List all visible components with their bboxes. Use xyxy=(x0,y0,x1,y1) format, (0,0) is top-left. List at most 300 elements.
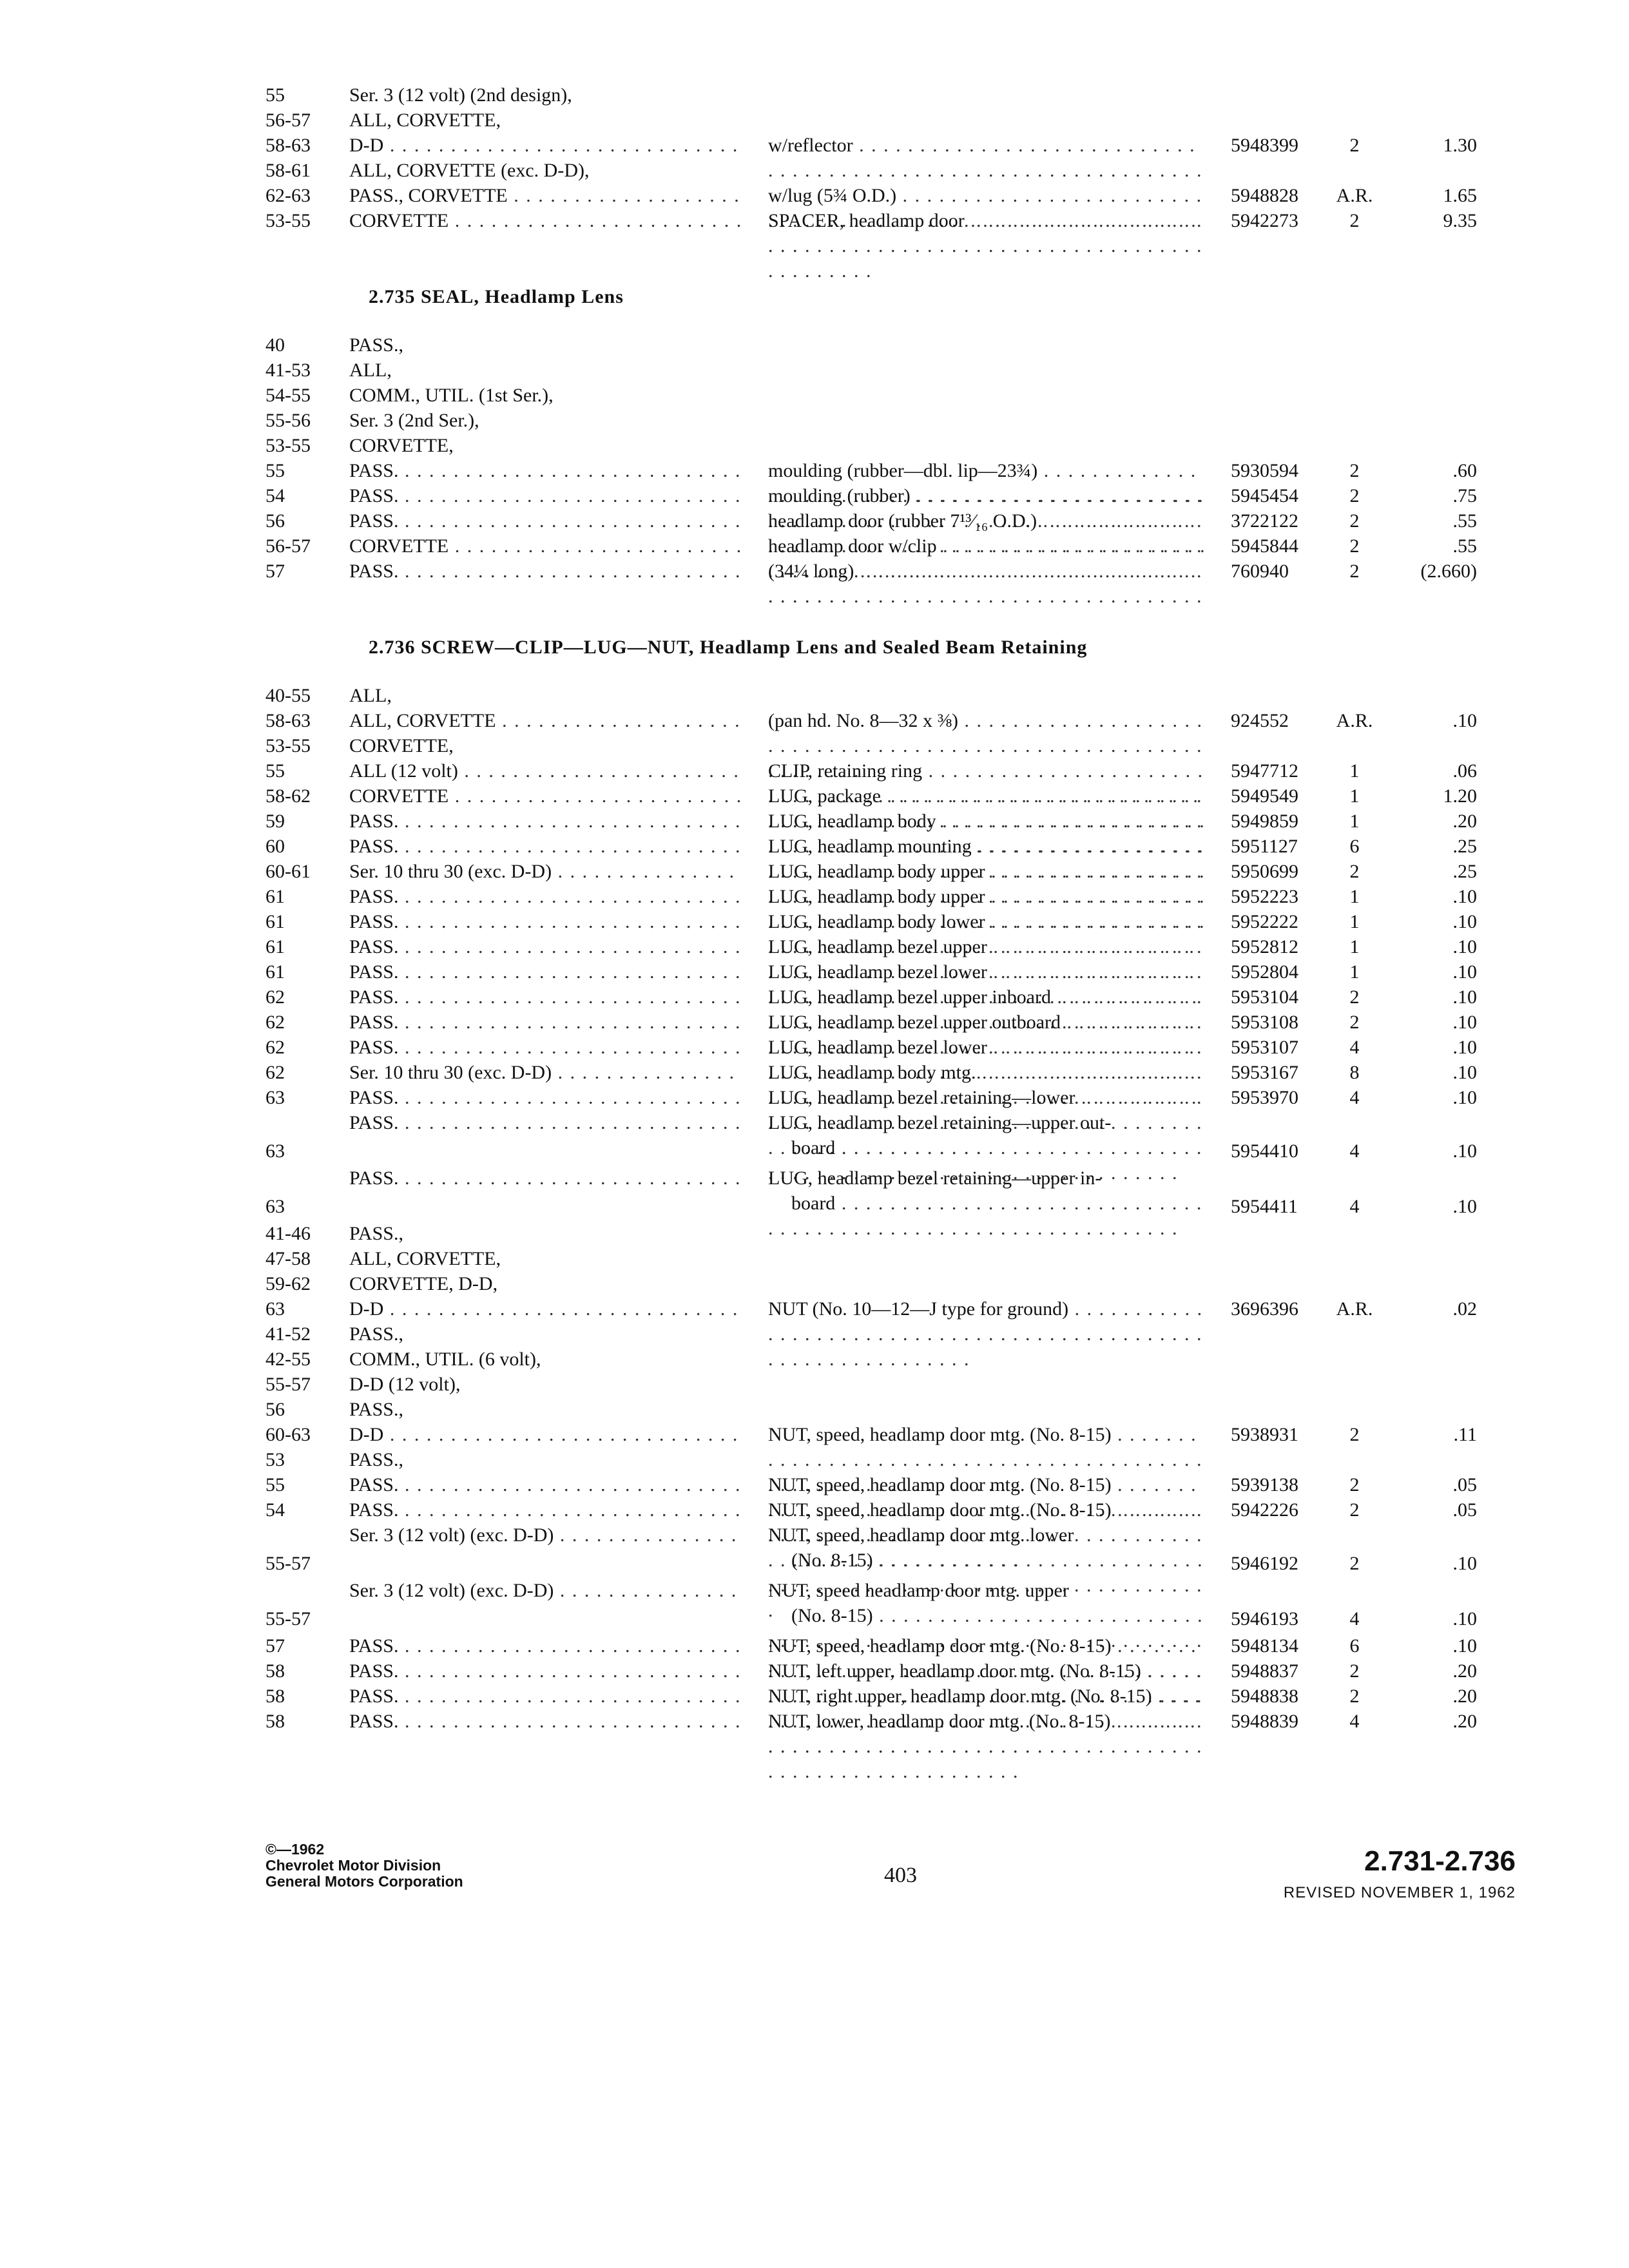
model-text: PASS. xyxy=(349,1087,399,1108)
year-cell: 53-55 xyxy=(265,735,311,756)
quantity-cell: 2 xyxy=(1349,1499,1360,1521)
part-number-cell: 924552 xyxy=(1231,710,1289,731)
model-text: Ser. 3 (12 volt) (exc. D-D) xyxy=(349,1580,554,1601)
description-text: NUT, speed headlamp door mtg. upper xyxy=(768,1580,1069,1601)
part-number-cell: 5953108 xyxy=(1231,1012,1298,1033)
year-cell: 40-55 xyxy=(265,685,311,706)
part-number-cell: 5948399 xyxy=(1231,135,1298,156)
table-row xyxy=(265,1472,1516,1497)
model-cell xyxy=(349,559,742,584)
description-text: LUG, headlamp bezel upper inboard xyxy=(768,986,1051,1008)
part-number-cell: 5945844 xyxy=(1231,535,1298,557)
table-row xyxy=(265,1684,1516,1709)
part-number-cell: 5952223 xyxy=(1231,886,1298,907)
description-text: NUT, right upper, headlamp door mtg. (No. 8-15) xyxy=(768,1686,1152,1707)
model-text: PASS. xyxy=(349,1499,399,1521)
corporation-name: General Motors Corporation xyxy=(265,1873,463,1890)
model-text: ALL, CORVETTE xyxy=(349,710,496,731)
description-text: LUG, headlamp bezel lower xyxy=(768,961,987,983)
model-text: Ser. 10 thru 30 (exc. D-D) xyxy=(349,861,552,882)
revised-date: REVISED NOVEMBER 1, 1962 xyxy=(1283,1884,1516,1901)
page-number: 403 xyxy=(884,1863,917,1887)
model-cell xyxy=(349,158,742,183)
model-text: D-D (12 volt), xyxy=(349,1374,461,1395)
year-cell: 42-55 xyxy=(265,1349,311,1370)
table-row xyxy=(265,82,1516,108)
part-number-cell: 5953104 xyxy=(1231,986,1298,1008)
price-cell: .20 xyxy=(1452,1660,1477,1682)
parts-table-2736 xyxy=(265,683,1516,1734)
year-cell: 55 xyxy=(265,84,285,106)
model-cell xyxy=(349,1523,742,1548)
description-text: LUG, headlamp body upper xyxy=(768,886,985,907)
description-cell xyxy=(768,559,1206,609)
table-row xyxy=(265,1010,1516,1035)
model-text: COMM., UTIL. (6 volt), xyxy=(349,1349,541,1370)
model-cell xyxy=(349,1296,742,1321)
year-cell: 61 xyxy=(265,911,285,932)
model-cell xyxy=(349,383,742,408)
year-cell: 62 xyxy=(265,1037,285,1058)
model-cell xyxy=(349,1321,742,1347)
model-cell xyxy=(349,82,742,108)
part-number-cell: 5930594 xyxy=(1231,460,1298,481)
description-text: LUG, headlamp body lower xyxy=(768,911,985,932)
table-row xyxy=(265,909,1516,934)
table-row xyxy=(265,934,1516,959)
description-cell xyxy=(768,1709,1206,1784)
model-text: PASS., xyxy=(349,1449,403,1470)
table-row xyxy=(265,1246,1516,1271)
price-cell: .25 xyxy=(1452,836,1477,857)
quantity-cell: A.R. xyxy=(1336,710,1373,731)
quantity-cell: 2 xyxy=(1349,210,1360,231)
model-text: PASS. xyxy=(349,936,399,957)
year-cell: 47-58 xyxy=(265,1248,311,1269)
model-cell xyxy=(349,1633,742,1658)
year-cell: 54-55 xyxy=(265,385,311,406)
part-number-cell: 5939138 xyxy=(1231,1474,1298,1495)
model-cell xyxy=(349,1060,742,1085)
division-name: Chevrolet Motor Division xyxy=(265,1857,441,1874)
table-row xyxy=(265,859,1516,884)
price-cell: 1.65 xyxy=(1443,185,1477,206)
model-cell xyxy=(349,108,742,133)
price-cell: 1.30 xyxy=(1443,135,1477,156)
model-text: COMM., UTIL. (1st Ser.), xyxy=(349,385,554,406)
year-cell: 61 xyxy=(265,886,285,907)
table-row xyxy=(265,1035,1516,1060)
part-number-cell: 5942226 xyxy=(1231,1499,1298,1521)
model-text: PASS. xyxy=(349,1660,399,1682)
description-text: NUT, lower, headlamp door mtg. (No. 8-15) xyxy=(768,1711,1111,1732)
quantity-cell: 4 xyxy=(1349,1608,1360,1629)
model-text: D-D xyxy=(349,1424,384,1445)
table-row xyxy=(265,834,1516,859)
year-cell: 53-55 xyxy=(265,210,311,231)
description-text: (34¼ long) xyxy=(768,561,854,582)
quantity-cell: 4 xyxy=(1349,1037,1360,1058)
model-text: PASS., CORVETTE xyxy=(349,185,508,206)
description-text: LUG, headlamp bezel retaining—lower xyxy=(768,1087,1075,1108)
table-row xyxy=(265,1060,1516,1085)
model-text: PASS. xyxy=(349,961,399,983)
year-cell: 59 xyxy=(265,811,285,832)
description-continuation: (No. 8-15) xyxy=(791,1550,873,1571)
model-text: PASS. xyxy=(349,460,399,481)
table-row xyxy=(265,1347,1516,1372)
copyright: ©—1962 xyxy=(265,1841,325,1858)
model-text: ALL (12 volt) xyxy=(349,760,458,782)
year-cell: 62 xyxy=(265,1062,285,1083)
price-cell: .10 xyxy=(1452,710,1477,731)
model-cell xyxy=(349,533,742,559)
quantity-cell: 2 xyxy=(1349,460,1360,481)
description-text: LUG, headlamp body upper xyxy=(768,861,985,882)
year-cell: 56-57 xyxy=(265,110,311,131)
price-cell: .10 xyxy=(1452,911,1477,932)
model-text: Ser. 3 (12 volt) (2nd design), xyxy=(349,84,572,106)
part-number-cell: 5953107 xyxy=(1231,1037,1298,1058)
model-cell xyxy=(349,708,742,733)
price-cell: .11 xyxy=(1453,1424,1477,1445)
model-text: CORVETTE, xyxy=(349,435,454,456)
price-cell: .10 xyxy=(1452,986,1477,1008)
part-number-cell: 5947712 xyxy=(1231,760,1298,782)
quantity-cell: 1 xyxy=(1349,760,1360,782)
year-cell: 55-56 xyxy=(265,410,311,431)
table-row xyxy=(265,985,1516,1010)
model-text: CORVETTE xyxy=(349,210,449,231)
table-row xyxy=(265,158,1516,183)
model-text: PASS. xyxy=(349,836,399,857)
quantity-cell: 2 xyxy=(1349,135,1360,156)
model-text: Ser. 10 thru 30 (exc. D-D) xyxy=(349,1062,552,1083)
table-row xyxy=(265,683,1516,708)
part-number-cell: 5946193 xyxy=(1231,1608,1298,1629)
year-cell: 60 xyxy=(265,836,285,857)
quantity-cell: 2 xyxy=(1349,1553,1360,1574)
model-cell xyxy=(349,208,742,233)
model-cell xyxy=(349,1246,742,1271)
model-text: Ser. 3 (12 volt) (exc. D-D) xyxy=(349,1524,554,1546)
model-text: PASS. xyxy=(349,1168,399,1189)
year-cell: 62 xyxy=(265,986,285,1008)
model-cell xyxy=(349,1035,742,1060)
year-cell: 63 xyxy=(265,1140,285,1162)
part-number-cell: 5948839 xyxy=(1231,1711,1298,1732)
model-cell xyxy=(349,758,742,783)
table-row xyxy=(265,1110,1516,1166)
table-row xyxy=(265,108,1516,133)
quantity-cell: 2 xyxy=(1349,1686,1360,1707)
part-number-cell: 5950699 xyxy=(1231,861,1298,882)
part-number-cell: 5942273 xyxy=(1231,210,1298,231)
part-number-cell: 3722122 xyxy=(1231,510,1298,532)
model-cell xyxy=(349,183,742,208)
model-text: PASS. xyxy=(349,886,399,907)
model-text: CORVETTE, D-D, xyxy=(349,1273,498,1294)
description-text: moulding (rubber—dbl. lip—23¾) xyxy=(768,460,1038,481)
year-cell: 54 xyxy=(265,485,285,506)
quantity-cell: 2 xyxy=(1349,561,1360,582)
price-cell: .10 xyxy=(1452,936,1477,957)
year-cell: 55 xyxy=(265,460,285,481)
year-cell: 58 xyxy=(265,1686,285,1707)
model-cell xyxy=(349,1085,742,1110)
table-row xyxy=(265,1271,1516,1296)
year-cell: 58-63 xyxy=(265,135,311,156)
description-continuation: (No. 8-15) xyxy=(791,1605,873,1626)
table-row xyxy=(265,383,1516,408)
price-cell: .10 xyxy=(1452,1037,1477,1058)
description-text: LUG, headlamp mounting xyxy=(768,836,972,857)
model-cell xyxy=(349,683,742,708)
description-text: NUT, speed, headlamp door mtg. (No. 8-15) xyxy=(768,1499,1112,1521)
price-cell: .55 xyxy=(1452,510,1477,532)
quantity-cell: 6 xyxy=(1349,836,1360,857)
table-row xyxy=(265,758,1516,783)
table-row xyxy=(265,1633,1516,1658)
model-cell xyxy=(349,783,742,809)
table-row xyxy=(265,1397,1516,1422)
model-cell xyxy=(349,508,742,533)
quantity-cell: 2 xyxy=(1349,1424,1360,1445)
description-text: NUT, speed, headlamp door mtg. (No. 8-15) xyxy=(768,1635,1112,1657)
description-text: LUG, headlamp bezel retaining—upper out- xyxy=(768,1112,1112,1133)
description-continuation: board xyxy=(791,1193,836,1214)
description-text: w/lug (5¾ O.D.) xyxy=(768,185,897,206)
part-number-cell: 5938931 xyxy=(1231,1424,1298,1445)
model-text: CORVETTE xyxy=(349,785,449,807)
model-cell xyxy=(349,1422,742,1447)
price-cell: .10 xyxy=(1452,1608,1477,1629)
model-cell xyxy=(349,408,742,433)
model-text: PASS., xyxy=(349,1399,403,1420)
part-number-cell: 760940 xyxy=(1231,561,1289,582)
year-cell: 58 xyxy=(265,1711,285,1732)
price-cell: .10 xyxy=(1452,1012,1477,1033)
year-cell: 56 xyxy=(265,510,285,532)
quantity-cell: 2 xyxy=(1349,485,1360,506)
table-row xyxy=(265,408,1516,433)
quantity-cell: 1 xyxy=(1349,785,1360,807)
model-text: PASS. xyxy=(349,1635,399,1657)
quantity-cell: A.R. xyxy=(1336,1298,1373,1320)
table-row xyxy=(265,1523,1516,1578)
year-cell: 55-57 xyxy=(265,1553,311,1574)
description-text: headlamp door (rubber 7¹³⁄₁₆ O.D.) xyxy=(768,510,1037,532)
model-text: Ser. 3 (2nd Ser.), xyxy=(349,410,479,431)
part-number-cell: 5949549 xyxy=(1231,785,1298,807)
price-cell: .10 xyxy=(1452,1062,1477,1083)
description-text: LUG, headlamp body xyxy=(768,811,936,832)
model-text: ALL, xyxy=(349,685,392,706)
year-cell: 58 xyxy=(265,1660,285,1682)
description-text: NUT, speed, headlamp door mtg. lower xyxy=(768,1524,1074,1546)
year-cell: 55 xyxy=(265,1474,285,1495)
model-text: PASS. xyxy=(349,911,399,932)
quantity-cell: 2 xyxy=(1349,510,1360,532)
year-cell: 41-52 xyxy=(265,1323,311,1345)
parts-table-2735 xyxy=(265,332,1516,584)
model-text: PASS. xyxy=(349,1012,399,1033)
table-row xyxy=(265,133,1516,158)
part-number-cell: 5952222 xyxy=(1231,911,1298,932)
year-cell: 58-61 xyxy=(265,160,311,181)
table-row xyxy=(265,708,1516,733)
year-cell: 59-62 xyxy=(265,1273,311,1294)
part-number-cell: 5949859 xyxy=(1231,811,1298,832)
price-cell: .75 xyxy=(1452,485,1477,506)
description-text: SPACER, headlamp door xyxy=(768,210,965,231)
quantity-cell: 1 xyxy=(1349,811,1360,832)
part-number-cell: 5946192 xyxy=(1231,1553,1298,1574)
table-row xyxy=(265,1166,1516,1221)
model-text: CORVETTE, xyxy=(349,735,454,756)
quantity-cell: 2 xyxy=(1349,535,1360,557)
quantity-cell: A.R. xyxy=(1336,185,1373,206)
section-title-2735: 2.735 SEAL, Headlamp Lens xyxy=(369,286,624,307)
publisher-block xyxy=(265,1841,463,1890)
description-continuation: board xyxy=(791,1137,836,1158)
description-text: NUT, left upper, headlamp door mtg. (No. 8-15) xyxy=(768,1660,1141,1682)
quantity-cell: 2 xyxy=(1349,861,1360,882)
table-row xyxy=(265,208,1516,233)
parts-table-continued xyxy=(265,82,1516,233)
price-cell: .25 xyxy=(1452,861,1477,882)
model-cell xyxy=(349,1221,742,1246)
price-cell: .06 xyxy=(1452,760,1477,782)
price-cell: .10 xyxy=(1452,1140,1477,1162)
model-cell xyxy=(349,483,742,508)
part-number-cell: 5945454 xyxy=(1231,485,1298,506)
table-row xyxy=(265,1221,1516,1246)
model-cell xyxy=(349,1497,742,1523)
model-cell xyxy=(349,859,742,884)
part-number-cell: 5948838 xyxy=(1231,1686,1298,1707)
year-cell: 61 xyxy=(265,936,285,957)
year-cell: 55-57 xyxy=(265,1608,311,1629)
quantity-cell: 4 xyxy=(1349,1711,1360,1732)
model-text: ALL, CORVETTE, xyxy=(349,110,501,131)
year-cell: 55-57 xyxy=(265,1374,311,1395)
price-cell: .60 xyxy=(1452,460,1477,481)
model-text: PASS. xyxy=(349,1112,399,1133)
model-text: PASS. xyxy=(349,1711,399,1732)
quantity-cell: 4 xyxy=(1349,1196,1360,1217)
model-cell xyxy=(349,1110,742,1135)
model-cell xyxy=(349,934,742,959)
table-row xyxy=(265,358,1516,383)
table-row xyxy=(265,533,1516,559)
model-text: CORVETTE xyxy=(349,535,449,557)
table-row xyxy=(265,332,1516,358)
model-cell xyxy=(349,884,742,909)
price-cell: .10 xyxy=(1452,1553,1477,1574)
model-text: PASS. xyxy=(349,485,399,506)
model-text: D-D xyxy=(349,1298,384,1320)
part-number-cell: 5948134 xyxy=(1231,1635,1298,1657)
description-text: headlamp door w/clip xyxy=(768,535,937,557)
price-cell: .02 xyxy=(1452,1298,1477,1320)
description-text: LUG, headlamp bezel upper outboard xyxy=(768,1012,1061,1033)
table-row xyxy=(265,1296,1516,1321)
price-cell: (2.660) xyxy=(1420,561,1477,582)
model-text: PASS., xyxy=(349,1223,403,1244)
model-cell xyxy=(349,909,742,934)
year-cell: 60-63 xyxy=(265,1424,311,1445)
quantity-cell: 4 xyxy=(1349,1087,1360,1108)
table-row xyxy=(265,1085,1516,1110)
model-text: PASS. xyxy=(349,1037,399,1058)
year-cell: 57 xyxy=(265,1635,285,1657)
price-cell: .10 xyxy=(1452,1635,1477,1657)
year-cell: 58-63 xyxy=(265,710,311,731)
part-number-cell: 5954410 xyxy=(1231,1140,1298,1162)
description-text: LUG, headlamp bezel retaining—upper in- xyxy=(768,1168,1102,1189)
table-row xyxy=(265,733,1516,758)
year-cell: 58-62 xyxy=(265,785,311,807)
year-cell: 57 xyxy=(265,561,285,582)
model-cell xyxy=(349,332,742,358)
description-text: NUT, speed, headlamp door mtg. (No. 8-15) xyxy=(768,1474,1112,1495)
quantity-cell: 2 xyxy=(1349,986,1360,1008)
year-cell: 63 xyxy=(265,1196,285,1217)
table-row xyxy=(265,559,1516,584)
description-text: LUG, headlamp bezel upper xyxy=(768,936,987,957)
model-cell xyxy=(349,809,742,834)
model-cell xyxy=(349,1010,742,1035)
quantity-cell: 1 xyxy=(1349,961,1360,983)
description-text: NUT, speed, headlamp door mtg. (No. 8-15) xyxy=(768,1424,1112,1445)
table-row xyxy=(265,1422,1516,1447)
price-cell: .20 xyxy=(1452,811,1477,832)
model-text: PASS. xyxy=(349,986,399,1008)
year-cell: 56 xyxy=(265,1399,285,1420)
quantity-cell: 1 xyxy=(1349,886,1360,907)
model-text: PASS. xyxy=(349,1474,399,1495)
description-text: w/reflector xyxy=(768,135,853,156)
year-cell: 62-63 xyxy=(265,185,311,206)
year-cell: 55 xyxy=(265,760,285,782)
model-text: ALL, xyxy=(349,360,392,381)
table-row xyxy=(265,1447,1516,1472)
model-cell xyxy=(349,1684,742,1709)
model-cell xyxy=(349,733,742,758)
description-text: LUG, headlamp body mtg. xyxy=(768,1062,976,1083)
quantity-cell: 2 xyxy=(1349,1660,1360,1682)
model-cell xyxy=(349,1397,742,1422)
section-range: 2.731-2.736 xyxy=(1364,1845,1516,1877)
year-cell: 53-55 xyxy=(265,435,311,456)
part-number-cell: 5952804 xyxy=(1231,961,1298,983)
table-row xyxy=(265,809,1516,834)
table-row xyxy=(265,458,1516,483)
model-cell xyxy=(349,834,742,859)
price-cell: .10 xyxy=(1452,1196,1477,1217)
model-text: PASS. xyxy=(349,1686,399,1707)
model-cell xyxy=(349,133,742,158)
part-number-cell: 5954411 xyxy=(1231,1196,1298,1217)
part-number-cell: 5948837 xyxy=(1231,1660,1298,1682)
part-number-cell: 5952812 xyxy=(1231,936,1298,957)
model-cell xyxy=(349,1578,742,1603)
table-row xyxy=(265,959,1516,985)
model-text: PASS., xyxy=(349,334,403,356)
table-row xyxy=(265,1372,1516,1397)
model-text: PASS., xyxy=(349,1323,403,1345)
